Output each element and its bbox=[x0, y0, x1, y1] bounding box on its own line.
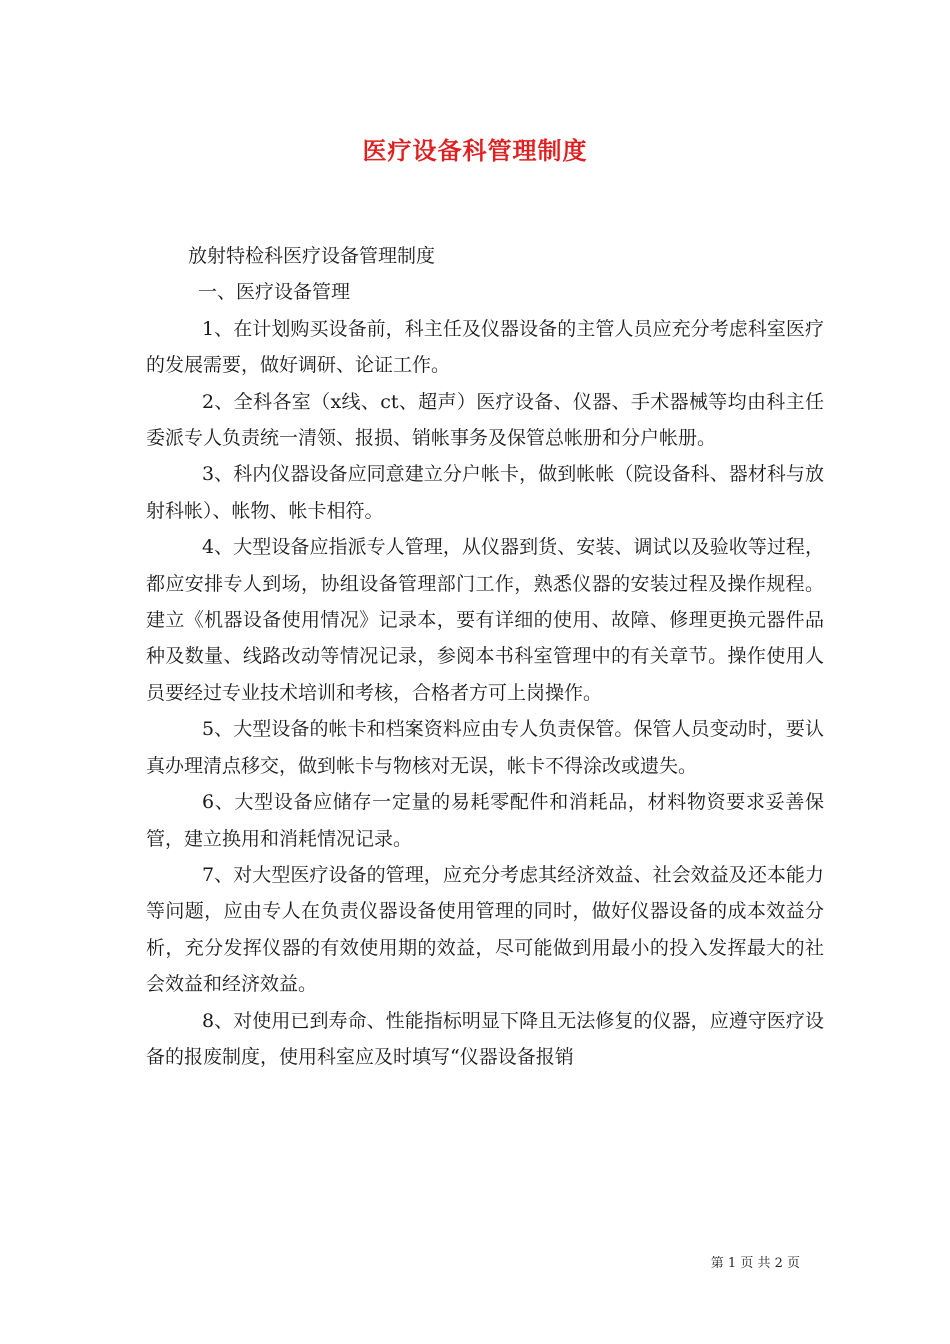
paragraph-item-8: 8、对使用已到寿命、性能指标明显下降且无法修复的仪器，应遵守医疗设备的报废制度，使用科室应及时填写“仪器设备报销 bbox=[146, 1009, 824, 1068]
paragraph-item-4: 4、大型设备应指派专人管理，从仪器到货、安装、调试以及验收等过程，都应安排专人到场，协组设备管理部门工作，熟悉仪器的安装过程及操作规程。建立《机器设备使用情况》记录本，要有详细的使用、故障、修理更换元器件品种及数量、线路改动等情况记录，参阅本书科室管理中的有关章节。操作使用人员要经过专业技术培训和考核，合格者方可上岗操作。 bbox=[146, 536, 824, 704]
paragraph-item-7: 7、对大型医疗设备的管理，应充分考虑其经济效益、社会效益及还本能力等问题，应由专人在负责仪器设备使用管理的同时，做好仪器设备的成本效益分析，充分发挥仪器的有效使用期的效益，尽可能做到用最小的投入发挥最大的社会效益和经济效益。 bbox=[146, 863, 824, 996]
paragraph-item-3: 3、科内仪器设备应同意建立分户帐卡，做到帐帐（院设备科、器材科与放射科帐）、帐物、帐卡相符。 bbox=[146, 463, 824, 522]
section-heading: 一、医疗设备管理 bbox=[198, 281, 351, 304]
page-number: 第 1 页 共 2 页 bbox=[710, 1256, 800, 1271]
paragraph-item-2: 2、全科各室（x线、ct、超声）医疗设备、仪器、手术器械等均由科主任委派专人负责统一清领、报损、销帐事务及保管总帐册和分户帐册。 bbox=[146, 390, 824, 450]
paragraph-item-1: 1、在计划购买设备前，科主任及仪器设备的主管人员应充分考虑科室医疗的发展需要，做好调研、论证工作。 bbox=[146, 317, 824, 377]
document-body bbox=[146, 238, 824, 1075]
document-subtitle: 放射特检科医疗设备管理制度 bbox=[188, 245, 436, 267]
paragraph-item-6: 6、大型设备应储存一定量的易耗零配件和消耗品，材料物资要求妥善保管，建立换用和消耗情况记录。 bbox=[146, 791, 824, 850]
document-title: 医疗设备科管理制度 bbox=[362, 136, 588, 165]
paragraph-item-5: 5、大型设备的帐卡和档案资料应由专人负责保管。保管人员变动时，要认真办理清点移交，做到帐卡与物核对无误，帐卡不得涂改或遗失。 bbox=[146, 718, 824, 777]
